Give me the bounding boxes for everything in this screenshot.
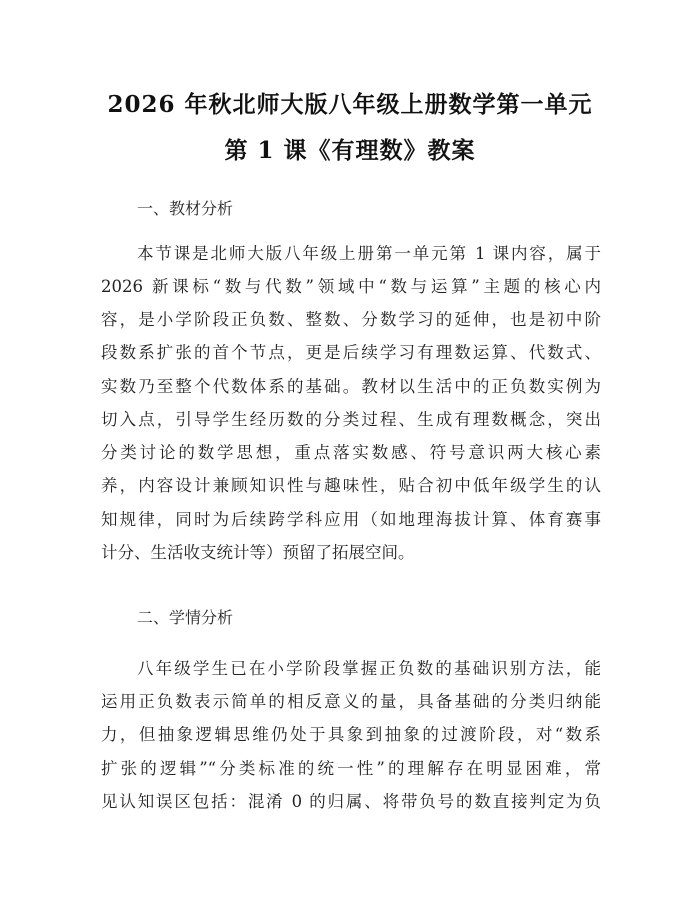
section-heading-student-analysis: 二、学情分析 bbox=[137, 608, 234, 627]
paragraph-line: 力，但抽象逻辑思维仍处于具象到抽象的过渡阶段，对“数系 bbox=[101, 725, 601, 744]
paragraph-line: 八年级学生已在小学阶段掌握正负数的基础识别方法，能 bbox=[137, 659, 601, 678]
paragraph-line: 计分、生活收支统计等）预留了拓展空间。 bbox=[101, 543, 415, 562]
paragraph-line: 养，内容设计兼顾知识性与趣味性，贴合初中低年级学生的认 bbox=[101, 476, 601, 495]
document-title-line-1: 2026 年秋北师大版八年级上册数学第一单元 bbox=[107, 91, 593, 118]
paragraph-line: 本节课是北师大版八年级上册第一单元第 1 课内容，属于 bbox=[137, 244, 601, 263]
paragraph-line: 见认知误区包括：混淆 0 的归属、将带负号的数直接判定为负 bbox=[101, 792, 601, 811]
document-title-line-2: 第 1 课《有理数》教案 bbox=[224, 137, 476, 164]
paragraph-line: 知规律，同时为后续跨学科应用（如地理海拔计算、体育赛事 bbox=[101, 510, 601, 529]
paragraph-line: 2026 新课标“数与代数”领域中“数与运算”主题的核心内 bbox=[101, 277, 601, 296]
paragraph-line: 切入点，引导学生经历数的分类过程、生成有理数概念，突出 bbox=[101, 410, 601, 429]
section-heading-materials-analysis: 一、教材分析 bbox=[137, 199, 234, 218]
paragraph-line: 运用正负数表示简单的相反意义的量，具备基础的分类归纳能 bbox=[101, 692, 601, 711]
paragraph-line: 实数乃至整个代数体系的基础。教材以生活中的正负数实例为 bbox=[101, 377, 601, 396]
paragraph-line: 扩张的逻辑”“分类标准的统一性”的理解存在明显困难，常 bbox=[101, 759, 601, 778]
paragraph-line: 分类讨论的数学思想，重点落实数感、符号意识两大核心素 bbox=[101, 443, 601, 462]
paragraph-line: 容，是小学阶段正负数、整数、分数学习的延伸，也是初中阶 bbox=[101, 310, 601, 329]
paragraph-line: 段数系扩张的首个节点，更是后续学习有理数运算、代数式、 bbox=[101, 343, 601, 362]
